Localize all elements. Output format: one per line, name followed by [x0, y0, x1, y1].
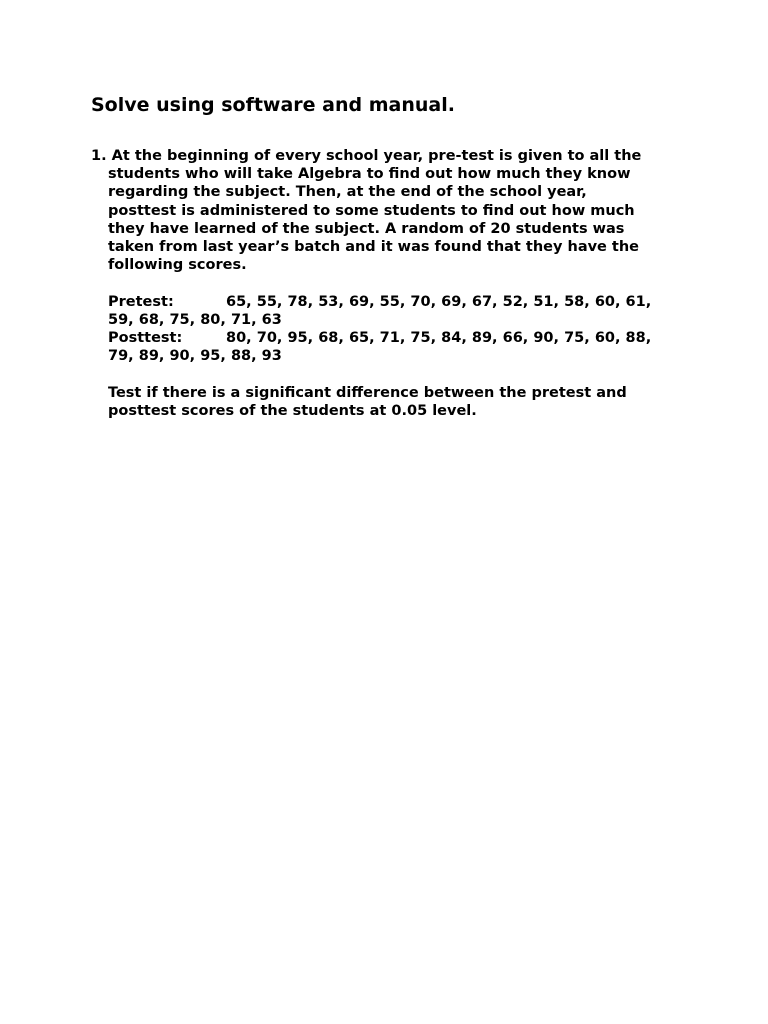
document-heading: Solve using software and manual.	[91, 94, 455, 116]
question-text-line: At the beginning of every school year, pre-test is given to all the	[111, 148, 642, 164]
pretest-scores-continued: 59, 68, 75, 80, 71, 63	[108, 311, 282, 328]
paragraph-gap	[108, 365, 691, 383]
question-text-line: taken from last year’s batch and it was found that they have the	[108, 239, 640, 256]
posttest-scores: 80, 70, 95, 68, 65, 71, 75, 84, 89, 66, 90, 75, 60, 88,	[226, 330, 652, 347]
posttest-scores-line	[108, 329, 691, 347]
instruction-line: posttest scores of the students at 0.05 level.	[108, 402, 477, 419]
instruction-line: Test if there is a significant difference between the pretest and	[108, 384, 627, 401]
question-1	[91, 147, 691, 420]
pretest-scores: 65, 55, 78, 53, 69, 55, 70, 69, 67, 52, 51, 58, 60, 61,	[226, 293, 652, 310]
question-number: 1.	[91, 148, 107, 164]
posttest-label: Posttest:	[108, 330, 183, 347]
pretest-label: Pretest:	[108, 293, 174, 310]
paragraph-gap	[108, 274, 691, 292]
posttest-scores-continued: 79, 89, 90, 95, 88, 93	[108, 348, 282, 365]
question-text-line: students who will take Algebra to find out how much they know	[108, 166, 631, 183]
question-text-line: posttest is administered to some students to find out how much	[108, 202, 635, 219]
question-text-line: regarding the subject. Then, at the end of the school year,	[108, 184, 587, 201]
question-text-line: they have learned of the subject. A random of 20 students was	[108, 220, 625, 237]
question-body	[91, 165, 691, 420]
question-first-line	[91, 147, 691, 165]
question-text-line: following scores.	[108, 257, 247, 274]
pretest-scores-line	[108, 293, 691, 311]
